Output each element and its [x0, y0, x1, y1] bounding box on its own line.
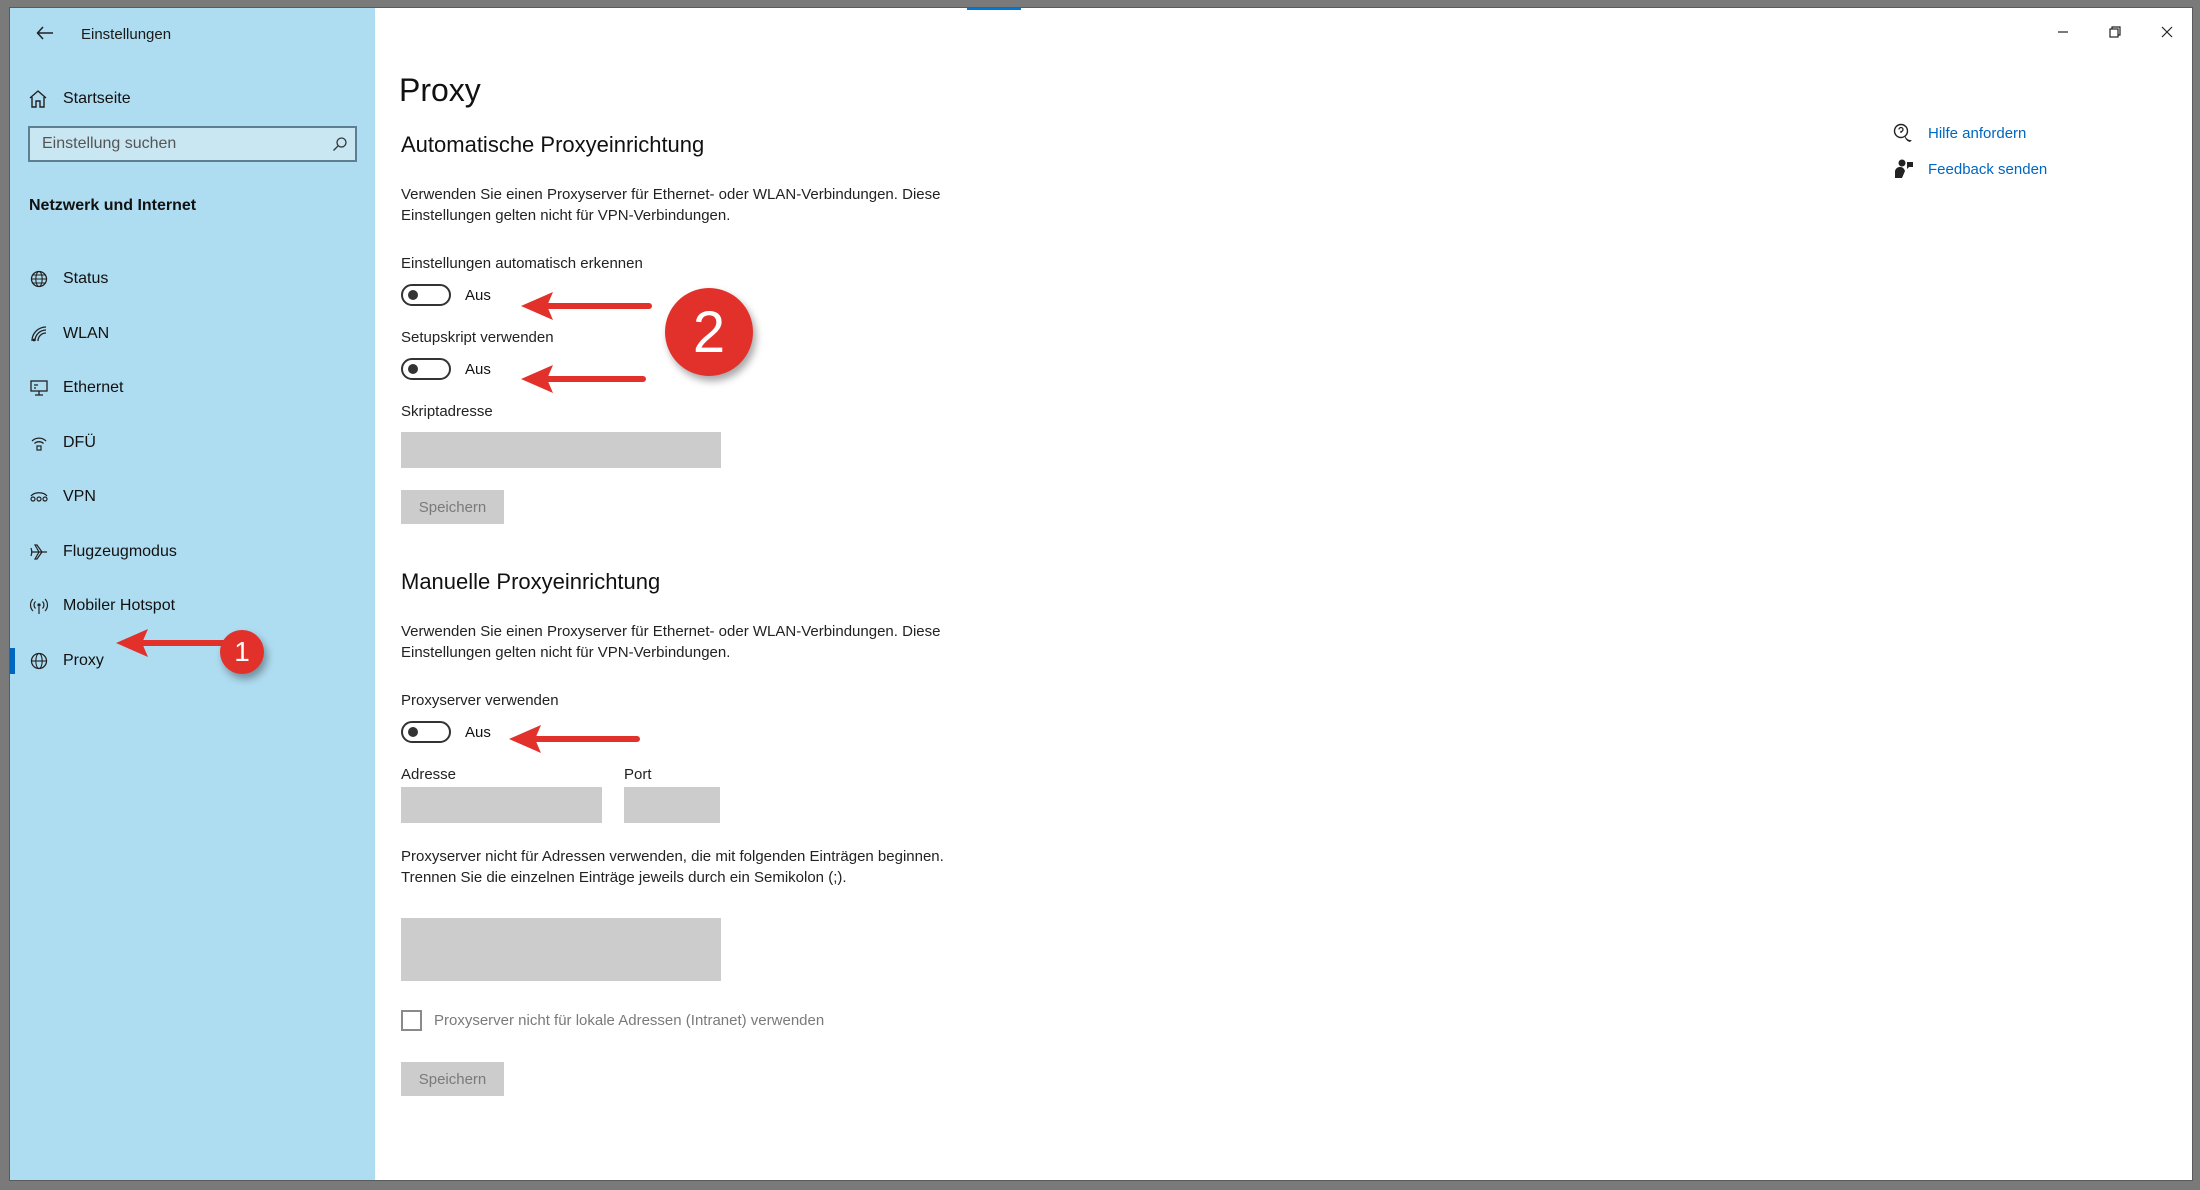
address-input[interactable]	[401, 787, 602, 823]
vpn-icon	[27, 485, 51, 509]
get-help-link[interactable]	[1892, 122, 2026, 144]
search-icon[interactable]	[325, 136, 355, 152]
minimize-button[interactable]	[2040, 16, 2086, 48]
use-proxy-label: Proxyserver verwenden	[401, 692, 559, 709]
sidebar-item-label: Flugzeugmodus	[63, 542, 177, 560]
close-icon	[2161, 26, 2173, 38]
port-label: Port	[624, 766, 652, 783]
dialup-icon	[27, 431, 51, 455]
window-top-accent	[967, 8, 1021, 10]
use-proxy-toggle[interactable]	[401, 721, 491, 743]
ethernet-icon	[27, 376, 51, 400]
sidebar	[10, 8, 375, 1180]
sidebar-item-ethernet[interactable]	[10, 361, 375, 416]
minimize-icon	[2057, 26, 2069, 38]
sidebar-item-mobiler-hotspot[interactable]	[10, 579, 375, 634]
hotspot-icon	[27, 594, 51, 618]
globe-icon	[27, 649, 51, 673]
sidebar-item-label: Proxy	[63, 651, 104, 669]
annotation-badge-1: 1	[220, 630, 264, 674]
sidebar-item-label: WLAN	[63, 324, 110, 342]
manual-save-button[interactable]: Speichern	[401, 1062, 504, 1096]
airplane-icon	[27, 540, 51, 564]
toggle-switch[interactable]	[401, 284, 451, 306]
search-input[interactable]	[30, 128, 325, 160]
script-address-label: Skriptadresse	[401, 403, 493, 420]
annotation-badge-2: 2	[665, 288, 753, 376]
sidebar-item-label: Status	[63, 270, 109, 288]
page-title: Proxy	[399, 72, 481, 108]
sidebar-item-wlan[interactable]	[10, 307, 375, 362]
back-arrow-icon	[36, 26, 54, 40]
wifi-icon	[27, 322, 51, 346]
local-addresses-label: Proxyserver nicht für lokale Adressen (Intranet) verwenden	[434, 1012, 825, 1029]
toggle-state: Aus	[465, 723, 491, 741]
feedback-link[interactable]	[1892, 158, 2047, 180]
help-chat-icon	[1892, 122, 1914, 144]
toggle-state: Aus	[465, 360, 491, 378]
setup-script-label: Setupskript verwenden	[401, 329, 554, 346]
sidebar-item-label: VPN	[63, 488, 96, 506]
address-label: Adresse	[401, 766, 457, 783]
home-icon	[28, 89, 48, 109]
close-button[interactable]	[2144, 16, 2190, 48]
auto-proxy-heading: Automatische Proxyeinrichtung	[401, 132, 705, 157]
manual-proxy-heading: Manuelle Proxyeinrichtung	[401, 569, 661, 594]
sidebar-nav	[10, 252, 375, 688]
local-addresses-checkbox[interactable]	[401, 1010, 422, 1031]
toggle-state: Aus	[465, 286, 491, 304]
toggle-switch[interactable]	[401, 358, 451, 380]
sidebar-item-label: DFÜ	[63, 433, 96, 451]
local-addresses-checkbox-row[interactable]	[401, 1010, 824, 1031]
exceptions-input[interactable]	[401, 918, 721, 981]
globe-status-icon	[27, 267, 51, 291]
sidebar-item-dfu[interactable]	[10, 416, 375, 471]
auto-detect-label: Einstellungen automatisch erkennen	[401, 255, 643, 272]
toggle-switch[interactable]	[401, 721, 451, 743]
sidebar-item-status[interactable]	[10, 252, 375, 307]
restore-icon	[2109, 26, 2121, 38]
port-input[interactable]	[624, 787, 720, 823]
script-address-input[interactable]	[401, 432, 721, 468]
annotation-arrow-3	[501, 723, 641, 755]
annotation-arrow-1	[108, 627, 236, 659]
auto-save-button[interactable]: Speichern	[401, 490, 504, 524]
home-label: Startseite	[63, 90, 131, 107]
sidebar-item-vpn[interactable]	[10, 470, 375, 525]
home-link[interactable]	[28, 86, 131, 112]
auto-detect-toggle[interactable]	[401, 284, 491, 306]
app-title: Einstellungen	[81, 26, 172, 43]
sidebar-item-label: Ethernet	[63, 379, 124, 397]
sidebar-item-label: Mobiler Hotspot	[63, 597, 176, 615]
back-button[interactable]	[30, 20, 60, 46]
feedback-person-icon	[1892, 158, 1914, 180]
manual-proxy-description: Verwenden Sie einen Proxyserver für Ethernet- oder WLAN-Verbindungen. Diese Einstellungen gelten nicht für VPN-Verbindungen.	[401, 623, 941, 661]
sidebar-section-title: Netzwerk und Internet	[29, 197, 197, 214]
settings-window	[10, 8, 2192, 1180]
get-help-label: Hilfe anfordern	[1928, 124, 2027, 142]
annotation-arrow-2a	[513, 290, 653, 322]
auto-proxy-description: Verwenden Sie einen Proxyserver für Ethernet- oder WLAN-Verbindungen. Diese Einstellungen gelten nicht für VPN-Verbindungen.	[401, 186, 941, 224]
annotation-arrow-2b	[513, 363, 647, 395]
exceptions-description: Proxyserver nicht für Adressen verwenden, die mit folgenden Einträgen beginnen. Trennen Sie die einzelnen Einträge jeweils durch ein Semikolon (;).	[401, 848, 944, 886]
restore-button[interactable]	[2092, 16, 2138, 48]
setup-script-toggle[interactable]	[401, 358, 491, 380]
search-box	[28, 126, 357, 162]
feedback-label: Feedback senden	[1928, 160, 2048, 178]
sidebar-item-flugzeugmodus[interactable]	[10, 525, 375, 580]
